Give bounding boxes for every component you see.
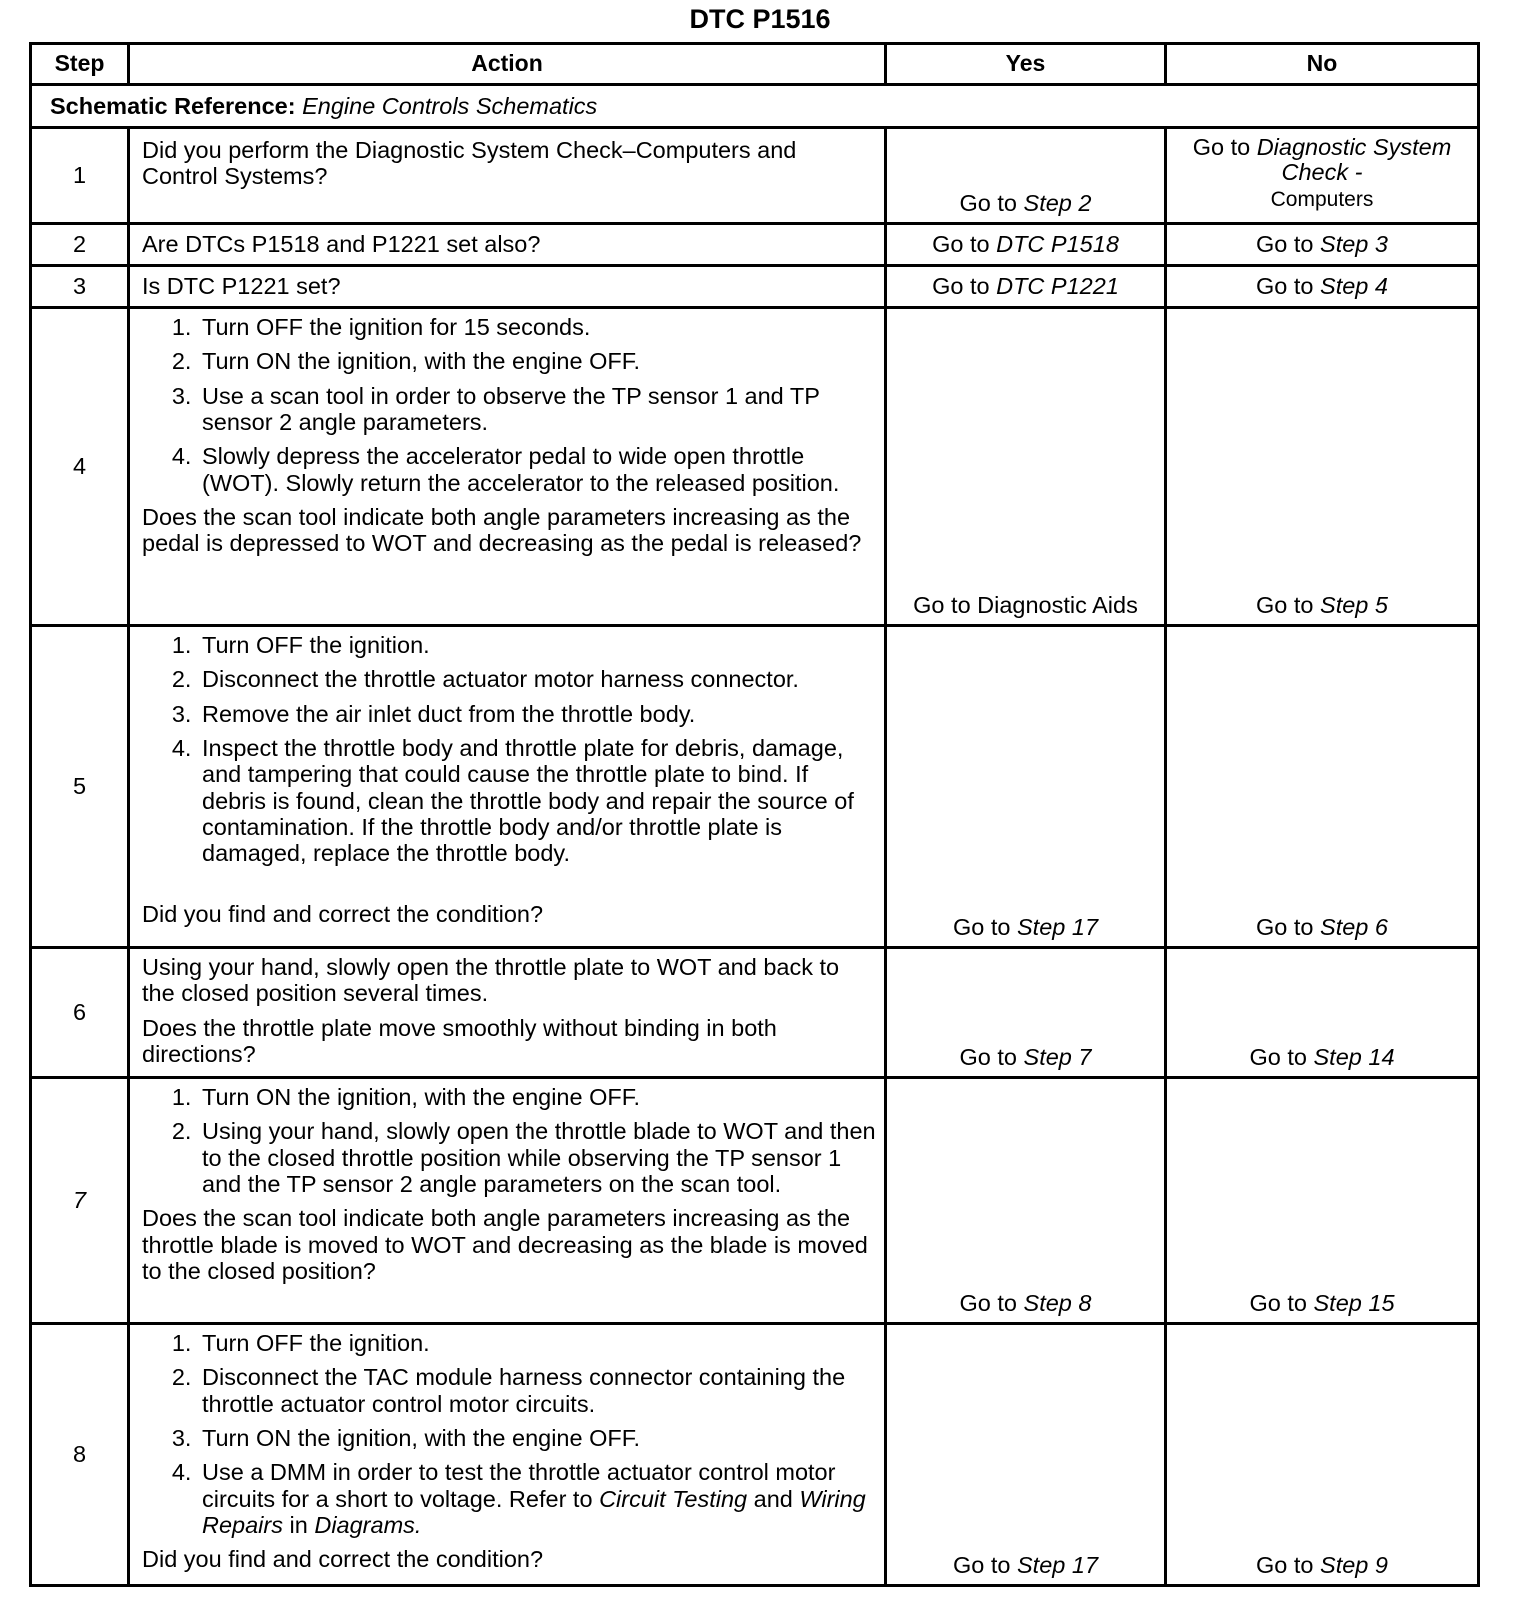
- table-row: [31, 128, 1479, 224]
- action-question: Does the scan tool indicate both angle parameters increasing as the pedal is depressed to WOT and decreasing as the pedal is released?: [142, 503, 862, 557]
- goto-label: Go to: [959, 189, 1017, 216]
- yes-cell: [886, 128, 1166, 224]
- procedure-item: 2. Disconnect the TAC module harness connector containing the throttle actuator control motor circuits.: [198, 1364, 876, 1417]
- goto-label: Go to: [952, 913, 1011, 940]
- no-target: Step 6: [1320, 913, 1388, 940]
- yes-cell: [886, 626, 1166, 948]
- table-row: [31, 948, 1479, 1078]
- yes-cell: [886, 1078, 1166, 1324]
- table-row: [31, 1078, 1479, 1324]
- step-number: 4: [31, 308, 129, 626]
- header-row: [31, 44, 1479, 85]
- goto-label: Go to: [1249, 1289, 1307, 1316]
- procedure-text: in: [289, 1511, 308, 1538]
- action-text: [129, 1324, 886, 1586]
- procedure-item: 3. Remove the air inlet duct from the throttle body.: [198, 701, 876, 727]
- goto-label: Go to: [932, 231, 990, 258]
- schematic-reference: [31, 85, 1479, 128]
- yes-target: Step 17: [1017, 1551, 1099, 1578]
- diagnostic-table: [29, 42, 1480, 1587]
- procedure-item: 2. Using your hand, slowly open the throttle blade to WOT and then to the closed throttle position while observing the TP sensor 1 and the TP sensor 2 angle parameters on the scan tool.: [198, 1118, 876, 1197]
- reference-wiring-repairs: Wiring Repairs: [202, 1485, 866, 1538]
- yes-target: Go to Diagnostic Aids: [913, 591, 1138, 618]
- procedure-list: [142, 632, 876, 867]
- procedure-list: [142, 314, 876, 496]
- goto-label: Go to: [959, 1043, 1017, 1070]
- action-question: Does the scan tool indicate both angle parameters increasing as the throttle blade is moved to WOT and decreasing as the blade is moved to the closed position?: [142, 1205, 868, 1284]
- header-action: Action: [129, 44, 886, 85]
- yes-cell: [886, 224, 1166, 266]
- header-yes: Yes: [886, 44, 1166, 85]
- header-no: No: [1166, 44, 1479, 85]
- no-cell: [1166, 948, 1479, 1078]
- procedure-item: [198, 1459, 876, 1538]
- yes-cell: [886, 948, 1166, 1078]
- no-cell: [1166, 266, 1479, 308]
- no-cell: [1166, 308, 1479, 626]
- no-target: Step 15: [1313, 1289, 1395, 1316]
- table-row: [31, 224, 1479, 266]
- procedure-item: 1. Turn OFF the ignition.: [198, 632, 876, 658]
- step-number: 2: [31, 224, 129, 266]
- procedure-item: 2. Turn ON the ignition, with the engine OFF.: [198, 348, 876, 374]
- no-cell: [1166, 1324, 1479, 1586]
- action-instruction: Using your hand, slowly open the throttle plate to WOT and back to the closed position several times.: [142, 954, 840, 1007]
- procedure-item: 1. Turn OFF the ignition for 15 seconds.: [198, 314, 876, 340]
- goto-label: Go to: [959, 1289, 1017, 1316]
- goto-label: Go to: [932, 273, 990, 300]
- yes-target: DTC P1221: [996, 273, 1119, 300]
- goto-label: Go to: [1249, 1043, 1307, 1070]
- table-row: [31, 1324, 1479, 1586]
- procedure-list: [142, 1084, 876, 1197]
- yes-target: DTC P1518: [996, 231, 1119, 258]
- table-row: [31, 266, 1479, 308]
- goto-label: Go to: [1256, 913, 1314, 940]
- action-text: Is DTC P1221 set?: [129, 266, 886, 308]
- yes-target: Step 2: [1023, 189, 1092, 216]
- no-target: Step 9: [1320, 1551, 1388, 1578]
- procedure-list: [142, 1330, 876, 1538]
- procedure-item: 4. Slowly depress the accelerator pedal to wide open throttle (WOT). Slowly return the accelerator to the released position.: [198, 443, 876, 496]
- goto-label: Go to: [1256, 591, 1314, 618]
- table-row: [31, 626, 1479, 948]
- action-text: [129, 128, 886, 224]
- goto-label: Go to: [1256, 231, 1314, 258]
- reference-diagrams: Diagrams.: [314, 1511, 422, 1538]
- yes-target: Step 17: [1017, 913, 1099, 940]
- procedure-item: 2. Disconnect the throttle actuator motor harness connector.: [198, 666, 876, 692]
- procedure-item: 1. Turn ON the ignition, with the engine OFF.: [198, 1084, 876, 1110]
- no-target: Step 5: [1320, 591, 1388, 618]
- no-cell: [1166, 224, 1479, 266]
- goto-label: Go to: [1256, 1551, 1314, 1578]
- step-number: 3: [31, 266, 129, 308]
- action-text: [129, 1078, 886, 1324]
- no-target: Step 4: [1320, 273, 1388, 300]
- action-question: Did you find and correct the condition?: [142, 1546, 544, 1573]
- yes-target: Step 8: [1023, 1289, 1092, 1316]
- no-target: Diagnostic System Check -: [1256, 134, 1452, 186]
- action-text: Are DTCs P1518 and P1221 set also?: [129, 224, 886, 266]
- schematic-reference-value: Engine Controls Schematics: [302, 92, 598, 119]
- action-question: Did you find and correct the condition?: [142, 900, 544, 927]
- action-question: Did you perform the Diagnostic System Check–Computers and Control Systems?: [142, 137, 797, 190]
- procedure-item: 3. Turn ON the ignition, with the engine OFF.: [198, 1425, 876, 1451]
- no-target: Step 3: [1320, 231, 1388, 258]
- header-step: Step: [31, 44, 129, 85]
- yes-target: Step 7: [1023, 1043, 1092, 1070]
- no-cell: [1166, 128, 1479, 224]
- goto-label: Go to: [952, 1551, 1011, 1578]
- action-text: [129, 308, 886, 626]
- schematic-reference-label: Schematic Reference:: [50, 92, 296, 119]
- no-cell: [1166, 626, 1479, 948]
- action-text: [129, 626, 886, 948]
- yes-cell: [886, 1324, 1166, 1586]
- reference-circuit-testing: Circuit Testing: [599, 1485, 748, 1512]
- action-question: Does the throttle plate move smoothly without binding in both directions?: [142, 1014, 777, 1067]
- procedure-text: Use a DMM in order to test the throttle actuator control motor circuits for a short to voltage. Refer to: [202, 1459, 836, 1512]
- procedure-item: 4. Inspect the throttle body and throttle plate for debris, damage, and tampering that could cause the throttle plate to bind. If debris is found, clean the throttle body and repair the source of contamination. If the throttle body and/or throttle plate is damaged, replace the throttle body.: [198, 735, 876, 867]
- procedure-item: 1. Turn OFF the ignition.: [198, 1330, 876, 1356]
- procedure-item: 3. Use a scan tool in order to observe the TP sensor 1 and TP sensor 2 angle parameters.: [198, 383, 876, 436]
- step-number: 5: [31, 626, 129, 948]
- goto-label: Go to: [1256, 273, 1314, 300]
- procedure-text: and: [753, 1485, 793, 1512]
- step-number: 8: [31, 1324, 129, 1586]
- step-number: 6: [31, 948, 129, 1078]
- yes-cell: [886, 266, 1166, 308]
- yes-cell: [886, 308, 1166, 626]
- step-number: 7: [31, 1078, 129, 1324]
- goto-label: Go to: [1192, 134, 1251, 160]
- schematic-reference-row: [31, 85, 1479, 128]
- page-title: DTC P1516: [689, 4, 831, 34]
- no-target-extra: Computers: [1270, 187, 1374, 211]
- step-number: 1: [31, 128, 129, 224]
- no-cell: [1166, 1078, 1479, 1324]
- no-target: Step 14: [1313, 1043, 1395, 1070]
- table-row: [31, 308, 1479, 626]
- action-text: [129, 948, 886, 1078]
